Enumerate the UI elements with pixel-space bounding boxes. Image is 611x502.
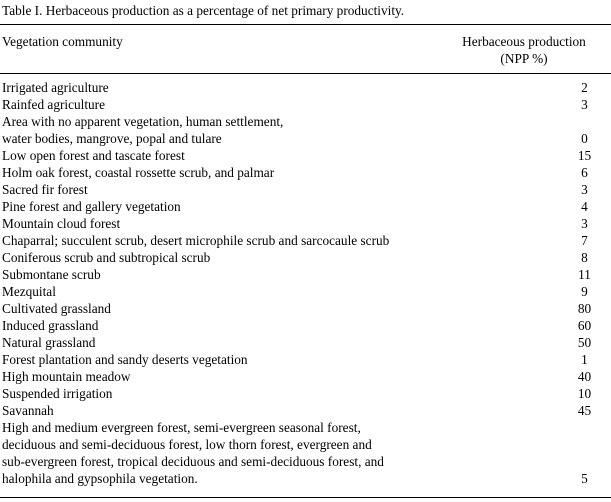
vegetation-community-line: Mezquital xyxy=(2,284,56,299)
header-rule xyxy=(0,73,611,74)
vegetation-community-line: Mountain cloud forest xyxy=(2,216,121,231)
table-row xyxy=(0,283,611,300)
npp-percent-cell: 3 xyxy=(581,97,588,112)
vegetation-community-cell xyxy=(0,198,452,215)
npp-percent-cell: 2 xyxy=(581,80,588,95)
vegetation-community-line: Area with no apparent vegetation, human settlement, xyxy=(2,114,284,129)
vegetation-community-cell xyxy=(0,334,452,351)
npp-percent-cell: 5 xyxy=(581,471,588,486)
table-row xyxy=(0,249,611,266)
vegetation-community-line: water bodies, mangrove, popal and tulare xyxy=(2,131,222,146)
table-row xyxy=(0,385,611,402)
table-caption: Table I. Herbaceous production as a percentage of net primary productivity. xyxy=(2,3,405,18)
npp-percent-cell: 8 xyxy=(581,250,588,265)
vegetation-community-cell xyxy=(0,164,452,181)
vegetation-community-cell xyxy=(0,317,452,334)
vegetation-community-line: Natural grassland xyxy=(2,335,96,350)
table-row xyxy=(0,334,611,351)
table-row xyxy=(0,266,611,283)
table-body xyxy=(0,79,611,487)
npp-percent-cell: 10 xyxy=(577,386,592,401)
table-row xyxy=(0,164,611,181)
vegetation-community-line: Rainfed agriculture xyxy=(2,97,106,112)
vegetation-community-line: Irrigated agriculture xyxy=(2,80,109,95)
vegetation-community-cell xyxy=(0,283,452,300)
vegetation-community-line: Submontane scrub xyxy=(2,267,101,282)
npp-percent-cell: 4 xyxy=(581,199,588,214)
vegetation-community-line: deciduous and semi-deciduous forest, low thorn forest, evergreen and xyxy=(2,437,372,452)
vegetation-community-line: Chaparral; succulent scrub, desert microphile scrub and sarcocaule scrub xyxy=(2,233,390,248)
vegetation-community-cell xyxy=(0,419,452,487)
bottom-rule xyxy=(0,497,611,498)
vegetation-community-line: Holm oak forest, coastal rossette scrub, and palmar xyxy=(2,165,275,180)
table-row xyxy=(0,147,611,164)
table-row xyxy=(0,181,611,198)
column-header-line-1: Herbaceous production xyxy=(462,34,586,49)
npp-percent-cell: 3 xyxy=(581,216,588,231)
table-row xyxy=(0,317,611,334)
table-row xyxy=(0,351,611,368)
table-row xyxy=(0,232,611,249)
table-row xyxy=(0,79,611,96)
vegetation-community-line: Suspended irrigation xyxy=(2,386,113,401)
table-row xyxy=(0,215,611,232)
vegetation-community-line: Sacred fir forest xyxy=(2,182,88,197)
table-row xyxy=(0,198,611,215)
vegetation-community-cell xyxy=(0,79,452,96)
npp-percent-cell: 3 xyxy=(581,182,588,197)
npp-percent-cell: 11 xyxy=(578,267,591,282)
vegetation-community-cell xyxy=(0,368,452,385)
vegetation-community-cell xyxy=(0,96,452,113)
table-row xyxy=(0,113,611,147)
table-row xyxy=(0,368,611,385)
vegetation-community-line: Cultivated grassland xyxy=(2,301,111,316)
vegetation-community-line: Forest plantation and sandy deserts vegetation xyxy=(2,352,248,367)
npp-percent-cell: 0 xyxy=(581,131,588,146)
vegetation-community-line: Coniferous scrub and subtropical scrub xyxy=(2,250,211,265)
vegetation-community-line: sub-evergreen forest, tropical deciduous and semi-deciduous forest, and xyxy=(2,454,384,469)
npp-percent-cell: 1 xyxy=(581,352,588,367)
vegetation-community-cell xyxy=(0,402,452,419)
vegetation-community-cell xyxy=(0,351,452,368)
vegetation-community-cell xyxy=(0,385,452,402)
vegetation-community-cell xyxy=(0,181,452,198)
vegetation-community-cell xyxy=(0,232,452,249)
vegetation-community-line: Savannah xyxy=(2,403,54,418)
column-header-vegetation-community: Vegetation community xyxy=(2,34,123,49)
top-rule xyxy=(0,24,611,25)
vegetation-community-line: High and medium evergreen forest, semi-evergreen seasonal forest, xyxy=(2,420,361,435)
npp-percent-cell: 40 xyxy=(577,369,592,384)
table-row xyxy=(0,402,611,419)
vegetation-community-line: Pine forest and gallery vegetation xyxy=(2,199,181,214)
column-header-line-2: (NPP %) xyxy=(500,51,548,66)
vegetation-community-cell xyxy=(0,300,452,317)
column-header-herbaceous-production xyxy=(440,33,608,67)
vegetation-community-line: High mountain meadow xyxy=(2,369,131,384)
table-row xyxy=(0,300,611,317)
vegetation-community-cell xyxy=(0,147,452,164)
vegetation-community-line: Induced grassland xyxy=(2,318,99,333)
npp-percent-cell: 60 xyxy=(577,318,592,333)
npp-percent-cell: 50 xyxy=(577,335,592,350)
npp-percent-cell: 45 xyxy=(577,403,592,418)
npp-percent-cell: 80 xyxy=(577,301,592,316)
table-row xyxy=(0,419,611,487)
vegetation-community-cell xyxy=(0,266,452,283)
vegetation-community-cell xyxy=(0,113,452,147)
vegetation-community-line: halophila and gypsophila vegetation. xyxy=(2,471,198,486)
table-row xyxy=(0,96,611,113)
vegetation-community-cell xyxy=(0,249,452,266)
npp-percent-cell: 9 xyxy=(581,284,588,299)
vegetation-community-cell xyxy=(0,215,452,232)
npp-percent-cell: 7 xyxy=(581,233,588,248)
vegetation-community-line: Low open forest and tascate forest xyxy=(2,148,185,163)
npp-percent-cell: 15 xyxy=(577,148,592,163)
npp-percent-cell: 6 xyxy=(581,165,588,180)
